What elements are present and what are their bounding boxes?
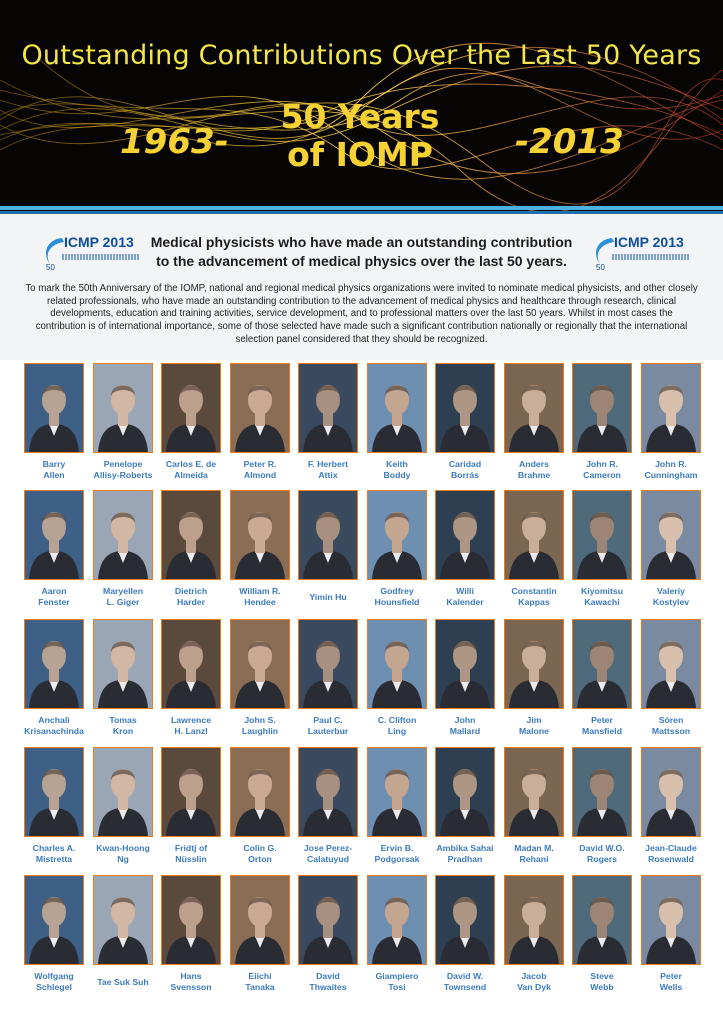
anniversary-line-1: 50 Years (280, 97, 440, 136)
icmp-logo-left (40, 232, 140, 272)
portrait-photo (298, 619, 358, 709)
person-name-line-1: William R. (239, 586, 281, 596)
person-name-line-2: Ng (117, 854, 129, 864)
person-name-line-2: Webb (590, 982, 614, 992)
icmp-logo-right (590, 232, 690, 272)
portrait-photo (367, 363, 427, 453)
person-name-line-2: Almeida (174, 470, 208, 480)
person-name-line-2: Podgorsak (374, 854, 420, 864)
portrait-photo (161, 363, 221, 453)
person-name-line-2: Nüsslin (175, 854, 207, 864)
portrait-photo (230, 747, 290, 837)
person-name-line-2: Harder (176, 597, 205, 607)
person-name-line-1: Giampiero (375, 971, 419, 981)
person-name (629, 971, 713, 993)
person-name-line-2: Attix (318, 470, 338, 480)
person-name-line-1: Peter (660, 971, 682, 981)
person-name-line-1: John S. (244, 715, 276, 725)
person-name-line-1: Dietrich (174, 586, 208, 596)
person-name-line-1: David W.O. (579, 843, 625, 853)
person-name-line-2: Orton (248, 854, 272, 864)
person-name-line-1: Steve (590, 971, 614, 981)
portrait-photo (298, 875, 358, 965)
person-name-line-2: Boddy (383, 470, 411, 480)
person-name-line-2: Svensson (170, 982, 212, 992)
banner-title: Outstanding Contributions Over the Last 50 Years (21, 40, 702, 71)
portrait-photo (435, 747, 495, 837)
portrait-photo (230, 490, 290, 580)
person-name-line-1: Ambika Sahai (436, 843, 494, 853)
person-name-line-1: Tomas (109, 715, 137, 725)
person-name-line-1: Charles A. (32, 843, 76, 853)
portrait-photo (93, 747, 153, 837)
portrait-photo (24, 490, 84, 580)
portrait-photo (93, 619, 153, 709)
portrait-photo (572, 363, 632, 453)
person-name-line-1: Valeriy (656, 586, 686, 596)
person-name-line-1: Hans (180, 971, 202, 981)
person-name-line-1: Carlos E. de (165, 459, 217, 469)
person-name (629, 586, 713, 608)
person-name-line-1: Sören (658, 715, 684, 725)
portrait-photo (24, 875, 84, 965)
portrait-photo (572, 875, 632, 965)
person-name-line-2: Borrás (450, 470, 479, 480)
person-name-line-2: Kawachi (584, 597, 620, 607)
person-name-line-2: Allen (43, 470, 65, 480)
person-name-line-1: Anders (519, 459, 549, 469)
person-name-line-1: Constantin (511, 586, 557, 596)
portrait-photo (24, 747, 84, 837)
portrait-photo (367, 747, 427, 837)
person-name-line-2: Hendee (244, 597, 276, 607)
portrait-photo (230, 619, 290, 709)
person-name-line-2: Mallard (449, 726, 481, 736)
person-name-line-1: Lawrence (170, 715, 212, 725)
portrait-photo (641, 619, 701, 709)
person-name-line-1: David W. (446, 971, 484, 981)
portrait-photo (504, 747, 564, 837)
portrait-photo (161, 619, 221, 709)
person-name-line-2: Allisy-Roberts (93, 470, 153, 480)
person-name-line-1: Jean-Claude (645, 843, 697, 853)
svg-text:50: 50 (46, 263, 55, 272)
portrait-photo (435, 875, 495, 965)
person-name-line-2: H. Lanzl (174, 726, 208, 736)
logo-text: ICMP 2013 (614, 234, 684, 250)
portrait-photo (435, 619, 495, 709)
portrait-photo (298, 363, 358, 453)
person-name-line-1: Caridad (448, 459, 482, 469)
portrait-photo (504, 875, 564, 965)
person-name-line-1: Willi (456, 586, 474, 596)
portrait-photo (504, 490, 564, 580)
portrait-photo (93, 490, 153, 580)
portrait-photo (161, 875, 221, 965)
logo-text: ICMP 2013 (64, 234, 134, 250)
portrait-photo (230, 875, 290, 965)
person-name-line-1: Paul C. (313, 715, 343, 725)
person-name-line-1: Anchali (38, 715, 70, 725)
person-name-line-1: Fridtj of (174, 843, 208, 853)
portrait-photo (435, 363, 495, 453)
portrait-photo (367, 875, 427, 965)
person-name-line-2: Tanaka (245, 982, 275, 992)
person-name-line-2: Laughlin (241, 726, 279, 736)
person-name-line-1: Jose Perez- (303, 843, 353, 853)
person-name-line-2: Malone (519, 726, 549, 736)
person-name-line-1: Yimin Hu (309, 592, 347, 602)
portrait-photo (93, 363, 153, 453)
person-name-line-2: Hounsfield (374, 597, 420, 607)
person-name-line-2: Calatuyud (307, 854, 349, 864)
person-name-line-1: John R. (586, 459, 618, 469)
portrait-photo (572, 619, 632, 709)
person-name-line-2: Lauterbur (307, 726, 349, 736)
headline (140, 233, 583, 271)
person-name-line-1: Peter (591, 715, 613, 725)
person-name-line-1: Colin G. (243, 843, 277, 853)
person-name-line-2: Rosenwald (648, 854, 694, 864)
person-name-line-2: Kalender (446, 597, 484, 607)
person-name-line-2: Kron (112, 726, 134, 736)
person-name (629, 459, 713, 481)
person-name-line-1: David (316, 971, 340, 981)
person-name-line-1: Ervin B. (380, 843, 414, 853)
year-start: 1963- (120, 122, 229, 162)
portrait-photo (641, 363, 701, 453)
portrait-photo (641, 490, 701, 580)
portrait-photo (504, 363, 564, 453)
portrait-photo (435, 490, 495, 580)
person-name-line-2: Mattsson (651, 726, 691, 736)
header-banner (0, 0, 723, 212)
person-name-line-1: F. Herbert (307, 459, 349, 469)
person-name-line-1: Maryellen (102, 586, 144, 596)
portrait-photo (161, 747, 221, 837)
divider-stripe (0, 206, 723, 210)
portrait-photo (367, 490, 427, 580)
person-name-line-2: Almond (243, 470, 277, 480)
anniversary-line-2: of IOMP (287, 135, 433, 174)
portrait-photo (298, 747, 358, 837)
person-name-line-1: Barry (42, 459, 66, 469)
person-name-line-2: Fenster (38, 597, 70, 607)
person-name-line-1: Wolfgang (34, 971, 74, 981)
portrait-photo (230, 363, 290, 453)
person-name-line-1: Jacob (521, 971, 547, 981)
headline-line-1: Medical physicists who have made an outstanding contribution (150, 234, 573, 250)
person-name-line-2: Krisanachinda (24, 726, 84, 736)
headline-line-2: to the advancement of medical physics over the last 50 years. (156, 253, 567, 269)
person-name-line-2: L. Giger (106, 597, 140, 607)
person-name-line-2: Mistretta (35, 854, 73, 864)
person-name-line-2: Thwaites (309, 982, 347, 992)
person-name-line-2: Mansfield (581, 726, 623, 736)
person-name-line-1: C. Clifton (377, 715, 417, 725)
person-name-line-2: Kostylev (652, 597, 690, 607)
person-name-line-1: Peter R. (243, 459, 277, 469)
portrait-photo (24, 363, 84, 453)
person-name-line-1: Tae Suk Suh (97, 977, 149, 987)
person-name-line-1: Madan M. (514, 843, 554, 853)
portrait-photo (367, 619, 427, 709)
body-text: To mark the 50th Anniversary of the IOMP, national and regional medical physics organizations were invited to nominate medical physicists, and other closely related professionals, who have made an outstanding contribution to the advancement of medical physics and healthcare through research, clinical developments, education and training activities, service development, and to professional matters over the last 50 years. Whilst in most cases the contribution is of international importance, some of those selected have made such a significant contribution nationally or regionally that the international selection panel considered that they should be recognized. (25, 283, 698, 345)
person-name-line-2: Pradhan (447, 854, 483, 864)
portrait-photo (641, 747, 701, 837)
portrait-photo (641, 875, 701, 965)
portrait-photo (298, 490, 358, 580)
portrait-photo (93, 875, 153, 965)
person-name (629, 843, 713, 865)
person-name-line-2: Kappas (518, 597, 550, 607)
portrait-photo (572, 747, 632, 837)
person-name-line-2: Wells (659, 982, 683, 992)
person-name-line-1: Keith (386, 459, 408, 469)
person-name-line-1: Jim (526, 715, 542, 725)
person-name-line-1: John (454, 715, 476, 725)
person-name-line-1: Godfrey (380, 586, 414, 596)
portrait-photo (504, 619, 564, 709)
person-name-line-2: Rogers (587, 854, 617, 864)
person-name-line-1: Kwan-Hoong (96, 843, 150, 853)
person-name-line-1: Penelope (103, 459, 143, 469)
logo-subtitle-decoration (612, 254, 690, 260)
portrait-photo (24, 619, 84, 709)
anniversary-title (270, 98, 450, 174)
person-name-line-1: Kiyomitsu (581, 586, 623, 596)
logo-subtitle-decoration (62, 254, 140, 260)
person-name-line-2: Rehani (519, 854, 549, 864)
portrait-photo (572, 490, 632, 580)
person-name-line-2: Brahme (517, 470, 551, 480)
person-name-line-2: Tosi (388, 982, 406, 992)
svg-text:50: 50 (596, 263, 605, 272)
person-name (629, 715, 713, 737)
person-name-line-1: Eiichi (248, 971, 272, 981)
person-name-line-1: John R. (655, 459, 687, 469)
person-name-line-2: Cunningham (644, 470, 698, 480)
person-name-line-2: Schlegel (36, 982, 72, 992)
person-name-line-2: Ling (387, 726, 407, 736)
year-end: -2013 (515, 122, 624, 162)
person-name-line-1: Aaron (41, 586, 67, 596)
person-name-line-2: Van Dyk (517, 982, 551, 992)
person-name-line-2: Cameron (583, 470, 621, 480)
portrait-photo (161, 490, 221, 580)
person-name-line-2: Townsend (443, 982, 487, 992)
